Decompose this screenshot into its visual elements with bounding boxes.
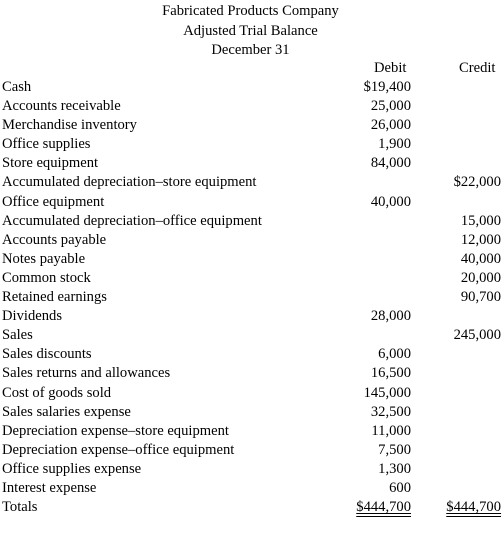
table-row xyxy=(0,307,501,326)
debit-amount: 1,300 xyxy=(378,460,411,477)
credit-amount: 40,000 xyxy=(460,250,501,267)
account-name: Cash xyxy=(2,79,32,95)
debit-amount: 28,000 xyxy=(370,308,411,325)
table-row xyxy=(0,479,501,498)
debit-amount: 40,000 xyxy=(370,193,411,210)
table-row xyxy=(0,345,501,364)
debit-total: $444,700 xyxy=(356,499,411,516)
debit-column-header: Debit xyxy=(374,60,407,76)
debit-amount: 6,000 xyxy=(378,346,411,363)
debit-amount: 26,000 xyxy=(370,117,411,134)
debit-amount: 84,000 xyxy=(370,155,411,172)
table-row xyxy=(0,288,501,307)
table-row xyxy=(0,403,501,422)
table-row xyxy=(0,269,501,288)
debit-amount: $19,400 xyxy=(363,79,411,95)
account-name: Accounts receivable xyxy=(2,98,121,115)
credit-amount: 12,000 xyxy=(460,231,501,248)
credit-amount: 15,000 xyxy=(460,212,501,229)
credit-total: $444,700 xyxy=(446,499,501,516)
statement-date: December 31 xyxy=(211,42,290,58)
account-name: Accumulated depreciation–office equipment xyxy=(2,212,262,229)
statement-title: Adjusted Trial Balance xyxy=(183,22,318,39)
credit-column-header: Credit xyxy=(459,60,496,76)
account-name: Depreciation expense–office equipment xyxy=(2,441,235,458)
company-name: Fabricated Products Company xyxy=(162,3,339,19)
account-name: Common stock xyxy=(2,269,91,286)
table-row xyxy=(0,154,501,173)
account-name: Office equipment xyxy=(2,193,105,210)
statement-header xyxy=(0,2,501,61)
table-row xyxy=(0,460,501,479)
credit-amount: 90,700 xyxy=(460,289,501,306)
table-row xyxy=(0,441,501,460)
table-row xyxy=(0,173,501,192)
account-name: Store equipment xyxy=(2,155,99,172)
debit-amount: 32,500 xyxy=(370,403,411,420)
debit-amount: 25,000 xyxy=(370,98,411,115)
account-name: Interest expense xyxy=(2,479,97,496)
table-row xyxy=(0,364,501,383)
credit-amount: 245,000 xyxy=(453,327,501,344)
account-name: Accounts payable xyxy=(2,231,107,248)
account-name: Retained earnings xyxy=(2,289,107,306)
debit-amount: 145,000 xyxy=(363,384,411,401)
account-name: Office supplies expense xyxy=(2,460,142,477)
debit-amount: 11,000 xyxy=(371,422,411,439)
account-name: Sales discounts xyxy=(2,346,92,363)
account-name: Sales salaries expense xyxy=(2,403,131,420)
debit-amount: 1,900 xyxy=(378,136,411,153)
table-row xyxy=(0,231,501,250)
debit-amount: 7,500 xyxy=(378,441,411,458)
table-row xyxy=(0,116,501,135)
totals-label: Totals xyxy=(2,499,38,516)
table-row xyxy=(0,193,501,212)
account-name: Accumulated depreciation–store equipment xyxy=(2,174,257,191)
account-name: Sales returns and allowances xyxy=(2,365,171,382)
account-name: Notes payable xyxy=(2,250,86,267)
account-name: Office supplies xyxy=(2,136,91,153)
account-name: Cost of goods sold xyxy=(2,384,112,401)
table-row xyxy=(0,250,501,269)
table-row xyxy=(0,97,501,116)
account-name: Merchandise inventory xyxy=(2,117,137,134)
account-name: Depreciation expense–store equipment xyxy=(2,422,229,439)
table-row xyxy=(0,384,501,403)
table-row xyxy=(0,422,501,441)
table-row xyxy=(0,135,501,154)
table-row xyxy=(0,212,501,231)
table-row xyxy=(0,326,501,345)
account-name: Dividends xyxy=(2,308,62,325)
table-row xyxy=(0,78,501,97)
totals-row xyxy=(0,498,501,517)
credit-amount: $22,000 xyxy=(453,174,501,191)
credit-amount: 20,000 xyxy=(460,269,501,286)
debit-amount: 600 xyxy=(389,479,411,496)
account-name: Sales xyxy=(2,327,33,344)
trial-balance-table xyxy=(0,78,501,517)
debit-amount: 16,500 xyxy=(370,365,411,382)
